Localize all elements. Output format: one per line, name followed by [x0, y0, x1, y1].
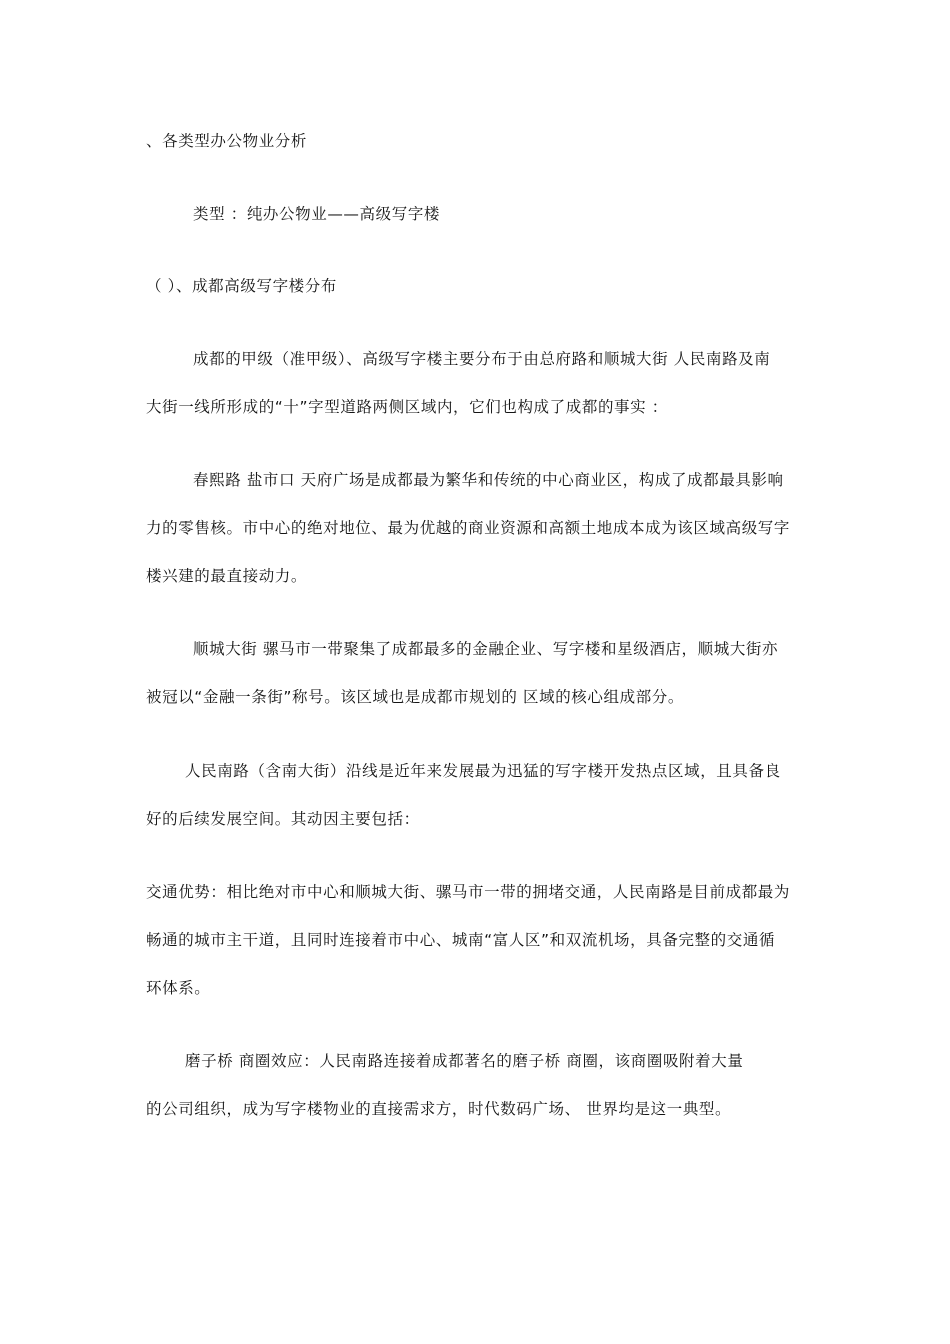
paragraph-line: 春熙路 盐市口 天府广场是成都最为繁华和传统的中心商业区，构成了成都最具影响	[193, 471, 784, 489]
paragraph-line: 人民南路（含南大街）沿线是近年来发展最为迅猛的写字楼开发热点区域，且具备良	[185, 762, 781, 780]
paragraph-line: 大街一线所形成的“十”字型道路两侧区域内，它们也构成了成都的事实 ：	[146, 398, 668, 416]
paragraph-line: 畅通的城市主干道，且同时连接着市中心、城南“富人区”和双流机场，具备完整的交通循	[146, 931, 776, 949]
paragraph-line: 环体系。	[146, 979, 211, 997]
section-heading: 、各类型办公物业分析	[146, 132, 308, 150]
paragraph-line: 的公司组织，成为写字楼物业的直接需求方，时代数码广场、 世界均是这一典型。	[146, 1100, 732, 1118]
paragraph-line: 交通优势：相比绝对市中心和顺城大街、骡马市一带的拥堵交通，人民南路是目前成都最为	[146, 883, 791, 901]
paragraph-line: 楼兴建的最直接动力。	[146, 567, 308, 585]
paragraph-line: 磨子桥 商圈效应：人民南路连接着成都著名的磨子桥 商圈，该商圈吸附着大量	[185, 1052, 744, 1070]
paragraph-line: 好的后续发展空间。其动因主要包括：	[146, 810, 420, 828]
subsection-heading: （ ）、成都高级写字楼分布	[146, 277, 337, 295]
paragraph-line: 力的零售核。市中心的绝对地位、最为优越的商业资源和高额土地成本成为该区域高级写字	[146, 519, 791, 537]
paragraph-line: 顺城大街 骡马市一带聚集了成都最多的金融企业、写字楼和星级酒店，顺城大街亦	[193, 640, 779, 658]
paragraph-line: 成都的甲级（准甲级）、高级写字楼主要分布于由总府路和顺城大街 人民南路及南	[193, 350, 771, 368]
subsection-heading: 类型 ：纯办公物业——高级写字楼	[193, 205, 441, 223]
paragraph-line: 被冠以“金融一条街”称号。该区域也是成都市规划的 区域的核心组成部分。	[146, 688, 684, 706]
